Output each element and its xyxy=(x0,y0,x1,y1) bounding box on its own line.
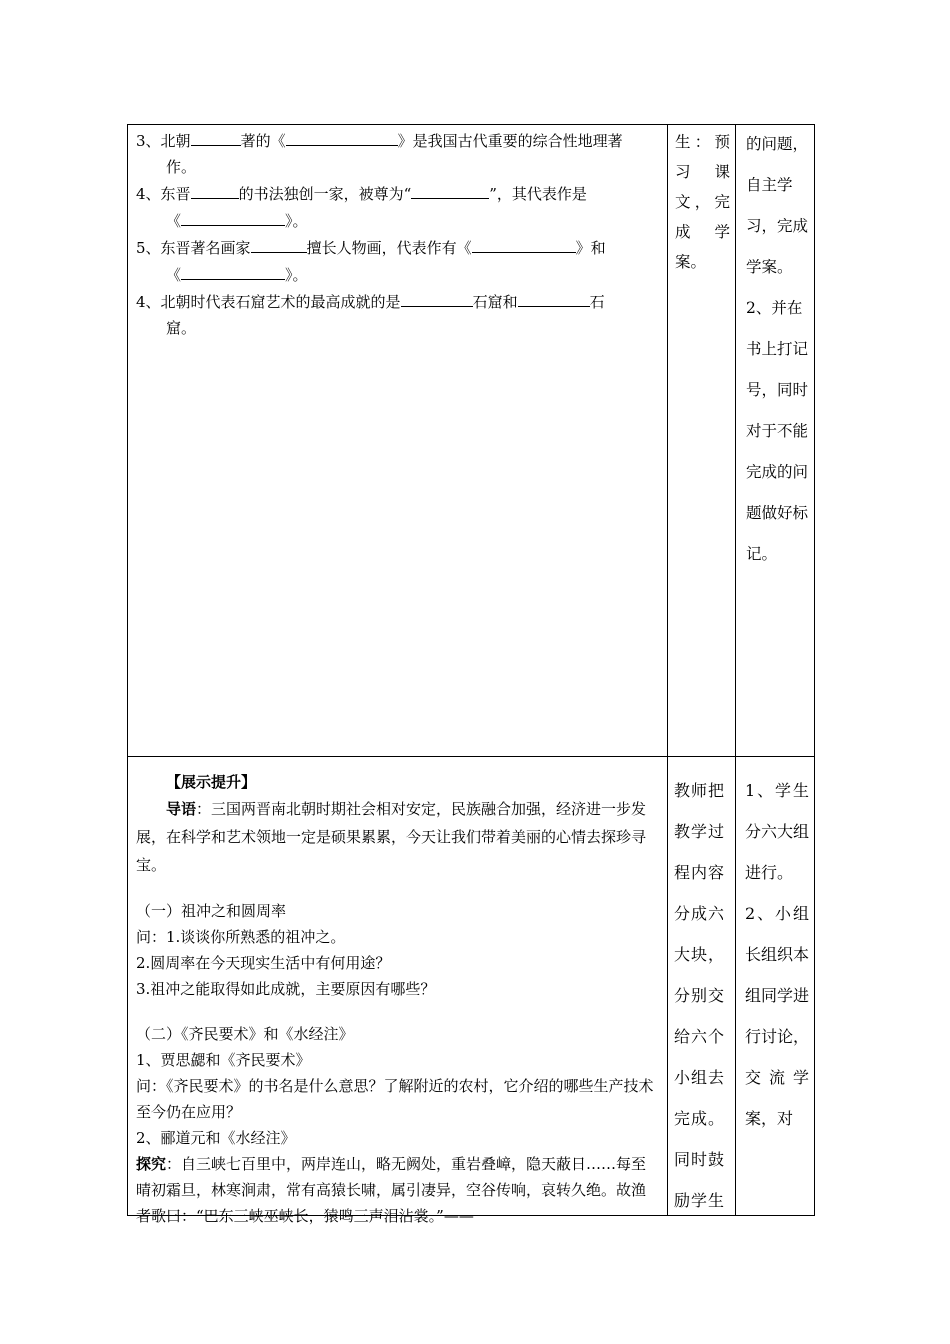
section-heading: 【展示提升】 xyxy=(166,773,257,791)
question-4b: 4、北朝时代表石窟艺术的最高成就的是 石窟和 石 窟。 xyxy=(136,288,660,341)
explore-paragraph: 探究：自三峡七百里中，两岸连山，略无阙处，重岩叠嶂，隐天蔽日……每至晴初霜旦，林寒涧肃，常有高猿长啸，属引凄异，空谷传响，哀转久绝。故渔者歌曰：“巴东三峡巫峡长，猿鸣三声泪沾裳。”—— xyxy=(136,1155,647,1225)
part2-question: 问：《齐民要术》的书名是什么意思？了解附近的农村，它介绍的哪些生产技术至今仍在应用？ xyxy=(136,1077,654,1121)
question-3: 3、北朝 著的《 》是我国古代重要的综合性地理著 作。 xyxy=(136,127,660,180)
lesson-table xyxy=(127,124,815,1225)
intro-paragraph: 导语：三国两晋南北朝时期社会相对安定，民族融合加强，经济进一步发展，在科学和艺术领地一定是硕果累累，今天让我们带着美丽的心情去探珍寻宝。 xyxy=(136,800,647,874)
part2-subtitle-2: 2、郦道元和《水经注》 xyxy=(136,1129,296,1147)
self-study-questions xyxy=(136,127,660,341)
question-4: 4、东晋 的书法独创一家，被尊为“ ”，其代表作是 《 》。 xyxy=(136,180,660,234)
student-activity-2-step1: 1、学生分六大组进行。 xyxy=(745,781,810,882)
student-activity-2 xyxy=(745,770,809,1139)
student-activity-1: 的问题，自主学习，完成学案。2、并在书上打记号，同时对于不能完成的问题做好标记。 xyxy=(746,135,809,563)
part1-question-3: 3.祖冲之能取得如此成就，主要原因有哪些？ xyxy=(136,980,436,998)
row-divider xyxy=(128,756,814,757)
question-5: 5、东晋著名画家 擅长人物画，代表作有《 》和 《 》。 xyxy=(136,234,660,288)
part2-title: （二）《齐民要术》和《水经注》 xyxy=(136,1025,354,1043)
column-divider xyxy=(735,125,736,1215)
part2-subtitle-1: 1、贾思勰和《齐民要术》 xyxy=(136,1051,311,1069)
part1-question-1: 问：1.谈谈你所熟悉的祖冲之。 xyxy=(136,928,346,946)
teacher-activity-2: 教师把教学过程内容分成六大块，分别交给六个小组去完成。同时鼓励学生 xyxy=(674,781,726,1210)
part1-question-2: 2.圆周率在今天现实生活中有何用途？ xyxy=(136,954,391,972)
column-divider xyxy=(667,125,668,1215)
part1-title: （一）祖冲之和圆周率 xyxy=(136,902,287,920)
student-activity-2-step2: 2、小组长组织本组同学进行讨论，交流学案，对 xyxy=(745,904,810,1128)
teacher-activity-1: 生：预习课文，完成学案。 xyxy=(675,133,730,271)
presentation-section xyxy=(136,769,660,1229)
